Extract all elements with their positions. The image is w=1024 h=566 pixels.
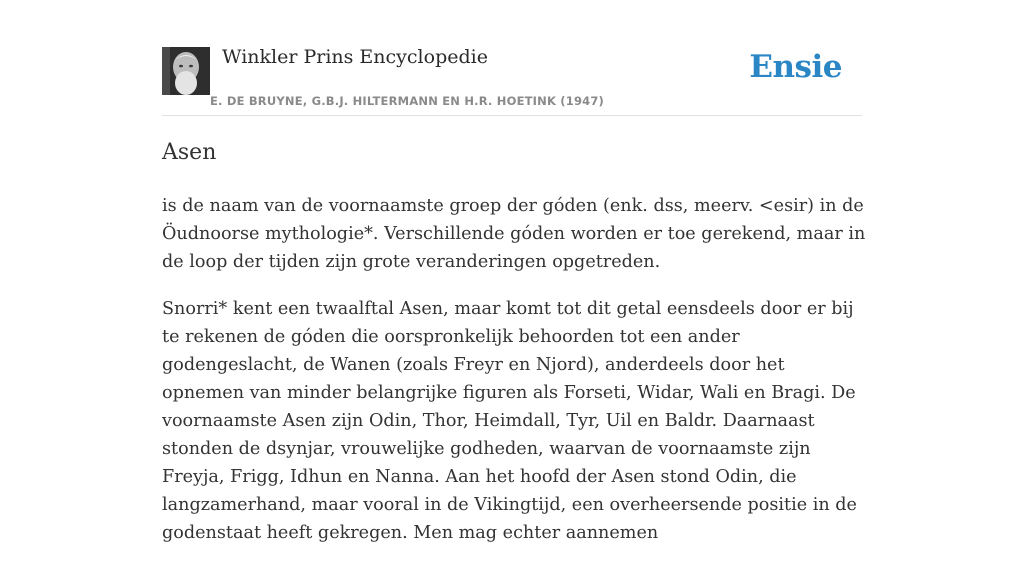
- site-title[interactable]: Winkler Prins Encyclopedie: [222, 46, 488, 68]
- article-paragraph: Snorri* kent een twaalftal Asen, maar komt tot dit getal eensdeels door er bij te rekenen de góden die oorspronkelijk behoorden tot een ander godengeslacht, de Wanen (zoals Freyr en Njord), anderdeels door het opnemen van minder belangrijke figuren als Forseti, Widar, Wali en Bragi. De voornaamste Asen zijn Odin, Thor, Heimdall, Tyr, Uil en Baldr. Daarnaast stonden de dsynjar, vrouwelijke godheden, waarvan de voornaamste zijn Freyja, Frigg, Idhun en Nanna. Aan het hoofd der Asen stond Odin, die langzamerhand, maar vooral in de Vikingtijd, een overheersende positie in de godenstaat heeft gekregen. Men mag echter aannemen: [162, 299, 857, 543]
- article-body: [162, 192, 867, 566]
- authors-line: E. DE BRUYNE, G.B.J. HILTERMANN EN H.R. HOETINK (1947): [210, 94, 605, 108]
- author-portrait-icon: [162, 47, 210, 95]
- ensie-logo[interactable]: Ensie: [749, 49, 842, 85]
- site-header: [162, 45, 862, 116]
- entry-title: Asen: [162, 140, 217, 165]
- article-paragraph: is de naam van de voornaamste groep der góden (enk. dss, meerv. <esir) in de Öudnoorse mythologie*. Verschillende góden worden er toe gerekend, maar in de loop der tijden zijn grote veranderingen opgetreden.: [162, 196, 866, 272]
- author-avatar[interactable]: [162, 47, 210, 95]
